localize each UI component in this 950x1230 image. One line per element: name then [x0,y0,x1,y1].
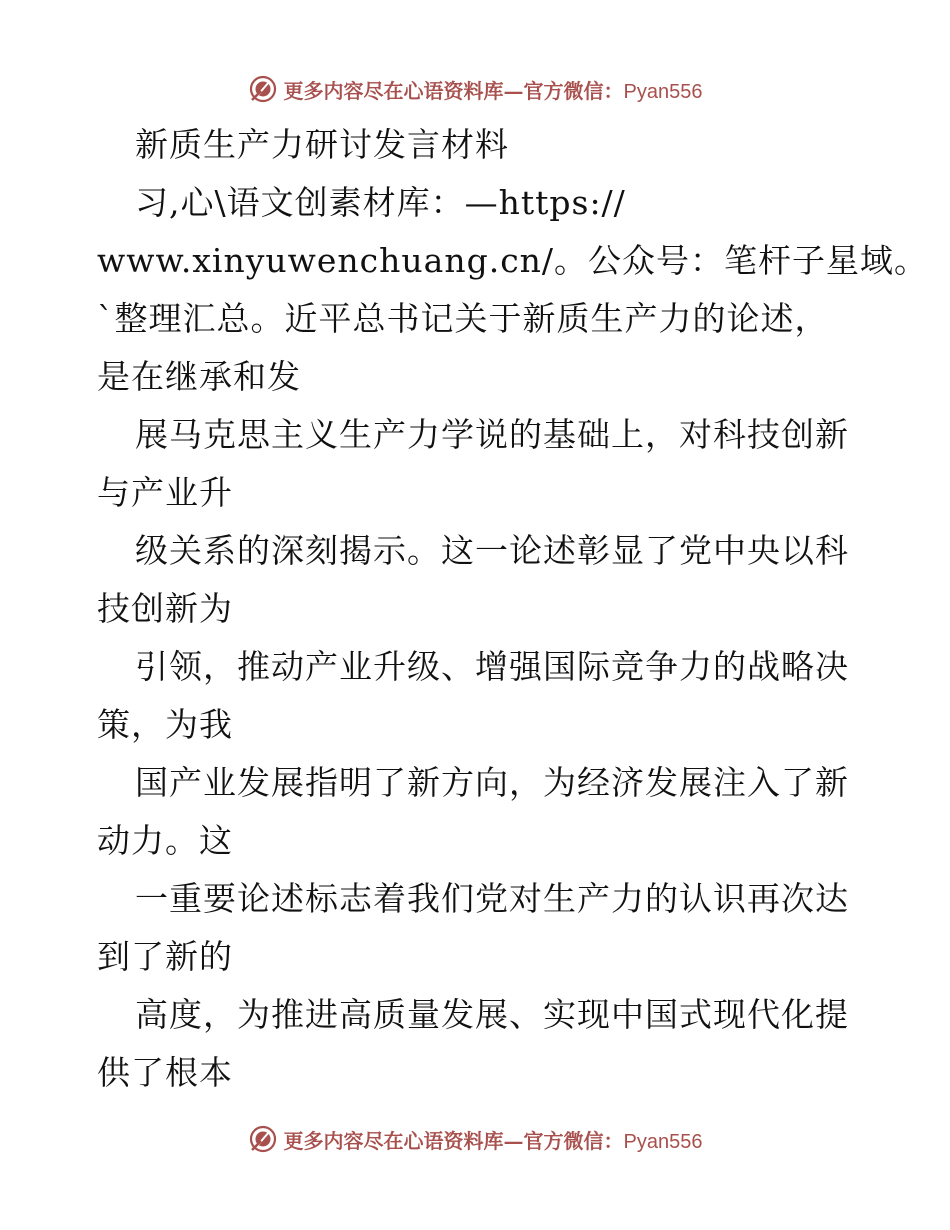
body-line: 高度，为推进高质量发展、实现中国式现代化提 [135,995,849,1034]
body-line: 供了根本 [97,1053,233,1092]
body-line: 级关系的深刻揭示。这一论述彰显了党中央以科 [135,531,849,570]
watermark-text: 更多内容尽在心语资料库—官方微信：Pyan556 [283,1128,703,1153]
body-line: 国产业发展指明了新方向，为经济发展注入了新 [135,763,849,802]
body-line: `整理汇总。近平总书记关于新质生产力的论述， [97,299,829,338]
body-line: 动力。这 [97,821,233,860]
body-line: 一重要论述标志着我们党对生产力的认识再次达 [135,879,849,918]
body-line: www.xinyuwenchuang.cn/。公众号：笔杆子星域。 [97,241,929,280]
document-title: 新质生产力研讨发言材料 [135,125,509,164]
body-line: 与产业升 [97,473,233,512]
document-body [97,116,929,1102]
pen-logo-icon [248,1124,278,1154]
footer-watermark [0,1122,950,1156]
body-line: 展马克思主义生产力学说的基础上，对科技创新 [135,415,849,454]
body-line: 引领，推动产业升级、增强国际竞争力的战略决 [135,647,849,686]
body-line: 策，为我 [97,705,233,744]
body-line: 到了新的 [97,937,233,976]
body-line: 是在继承和发 [97,357,301,396]
watermark-text: 更多内容尽在心语资料库—官方微信：Pyan556 [283,78,703,103]
header-watermark [0,72,950,106]
body-line: 习,心\语文创素材库：—https:// [135,183,626,222]
pen-logo-icon [248,74,278,104]
body-line: 技创新为 [97,589,233,628]
